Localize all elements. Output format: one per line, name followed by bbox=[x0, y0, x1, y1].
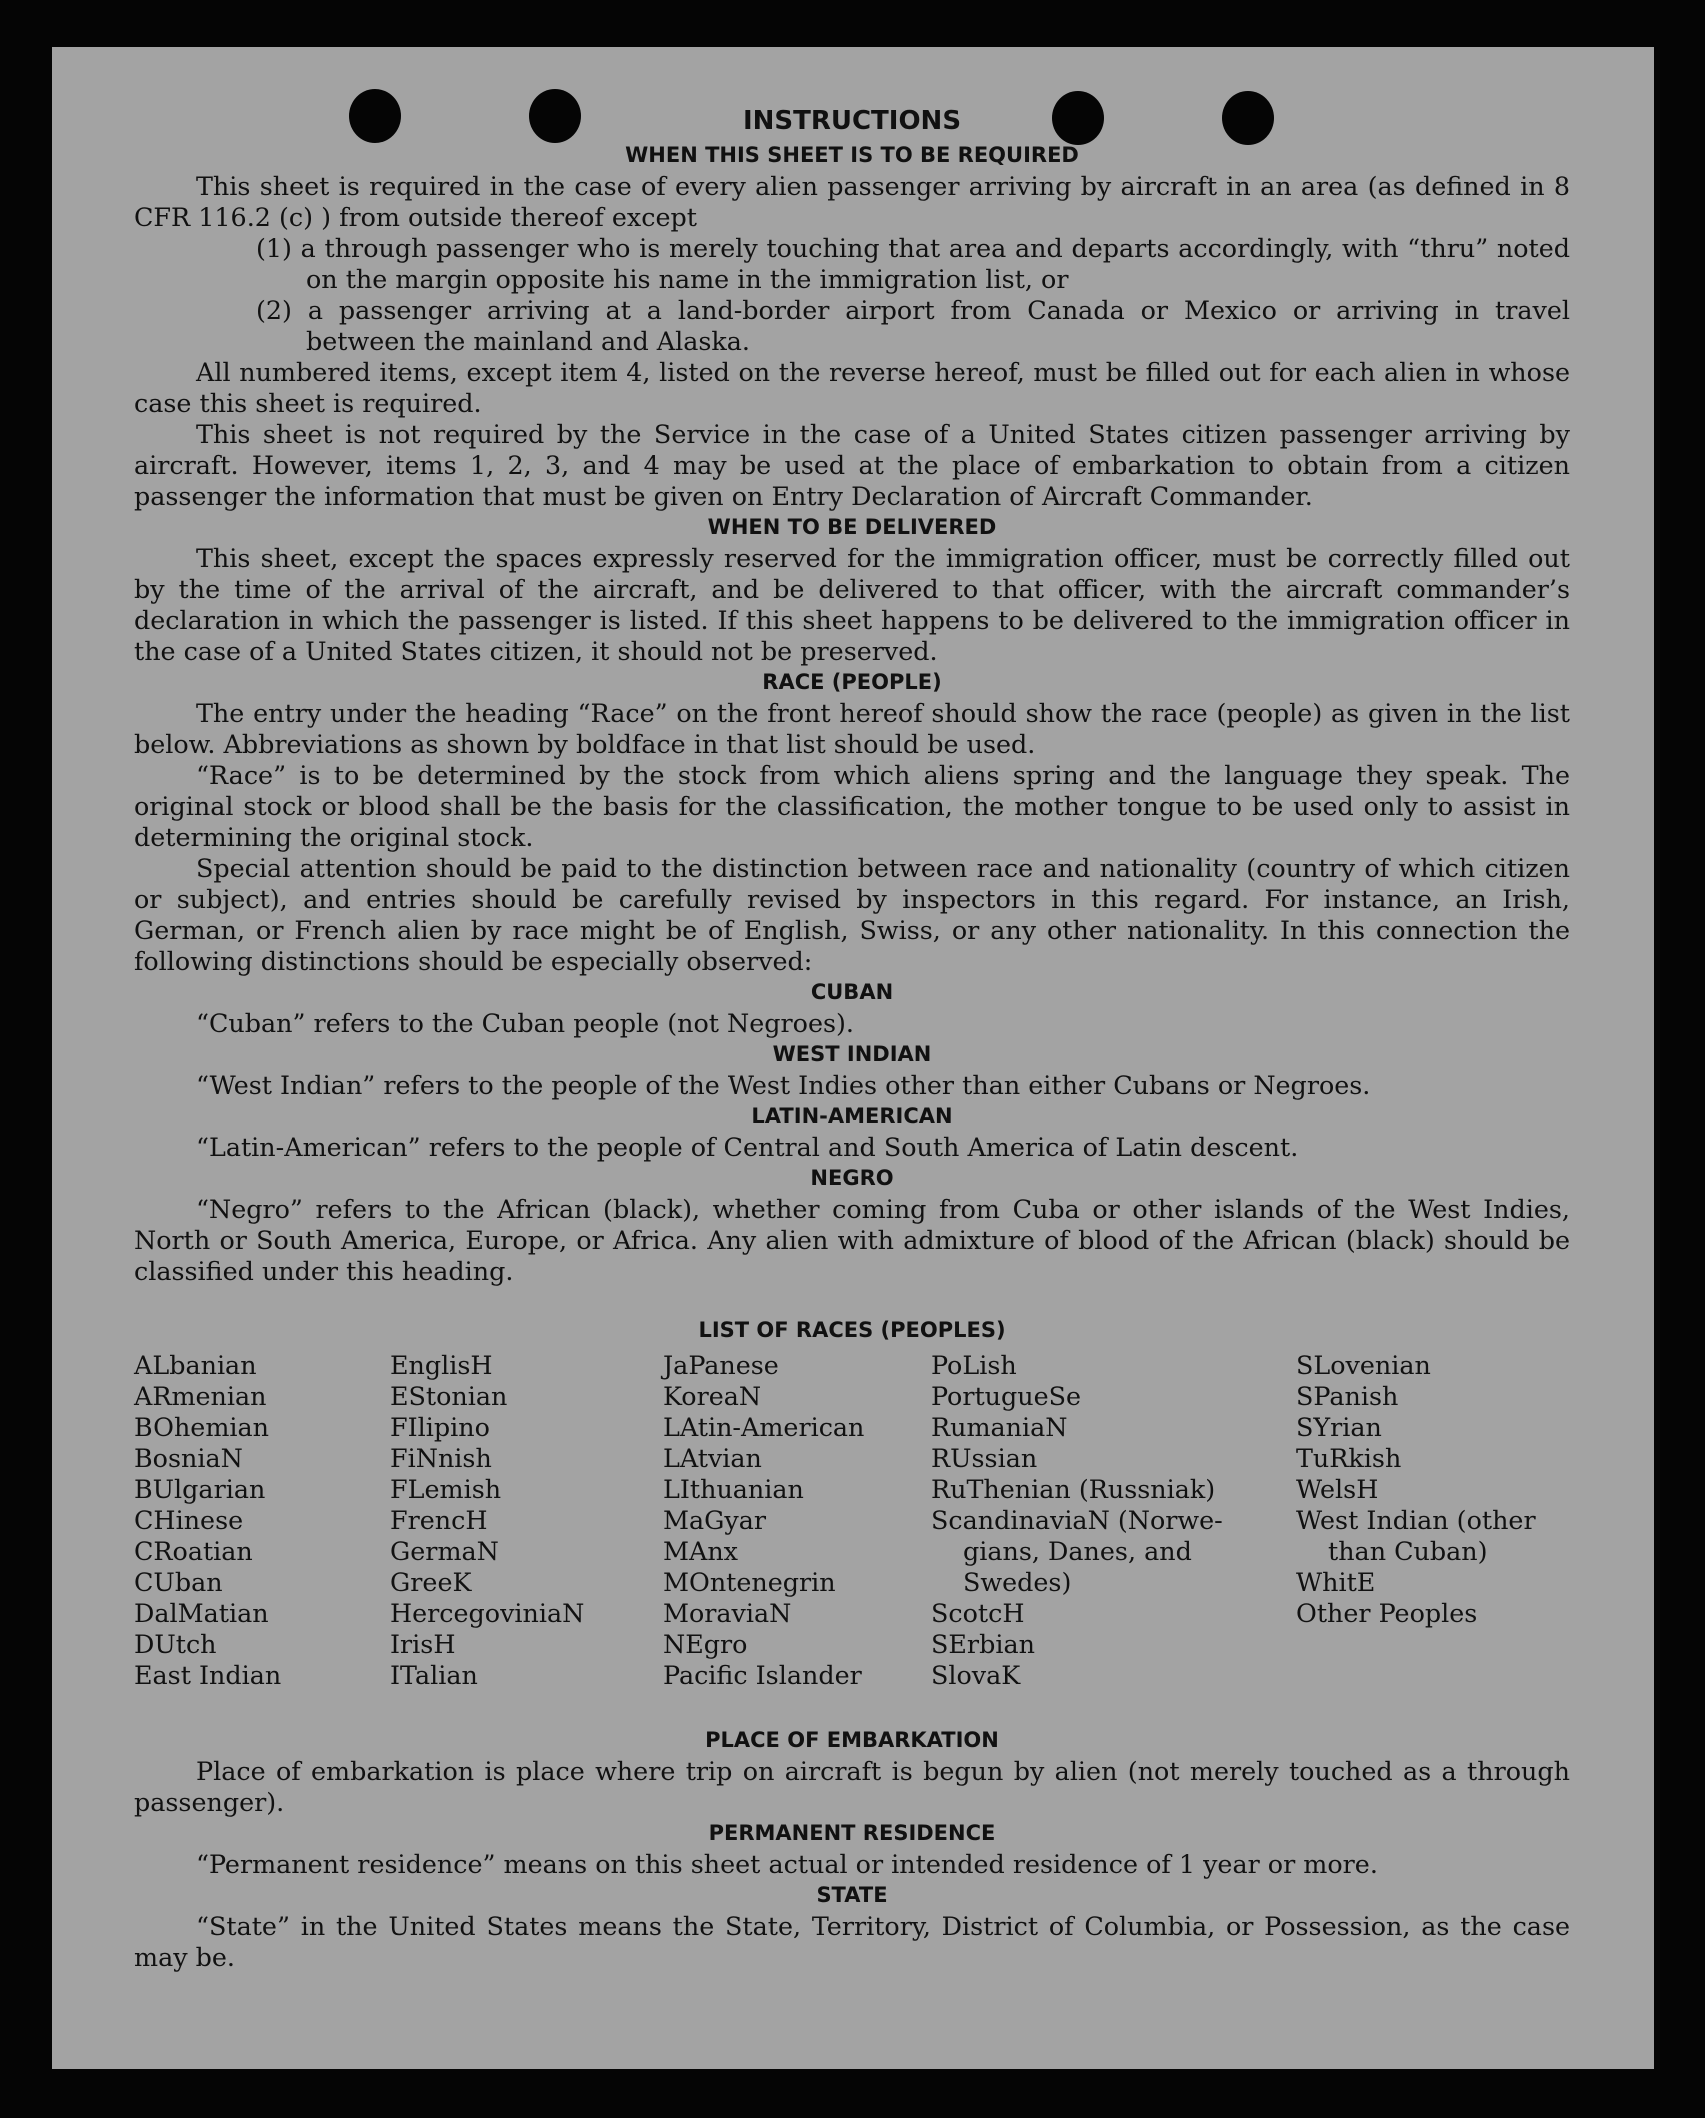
section-heading-list-of-races: LIST OF RACES (PEOPLES) bbox=[698, 1318, 1006, 1342]
race-entry: GermaN bbox=[390, 1536, 499, 1566]
race-entry: SErbian bbox=[931, 1629, 1035, 1659]
race-entry: LAtvian bbox=[663, 1443, 762, 1473]
race-entry: RUssian bbox=[931, 1443, 1038, 1473]
race-entry: DalMatian bbox=[134, 1598, 269, 1628]
race-entry: SlovaK bbox=[931, 1660, 1021, 1690]
races-list bbox=[134, 1350, 1570, 1725]
races-column bbox=[134, 1350, 281, 1691]
paragraph: “Race” is to be determined by the stock from which aliens spring and the language they speak. The original stock or blood shall be the basis for the classification, the mother tongue to be used only to assist in determining the original stock. bbox=[134, 760, 1570, 852]
race-entry: MAnx bbox=[663, 1536, 739, 1566]
document-body bbox=[134, 102, 1570, 1973]
list-item: (1) a through passenger who is merely touching that area and departs accordingly, with “thru” noted on the margin opposite his name in the immigration list, or bbox=[256, 233, 1570, 294]
race-entry: SYrian bbox=[1296, 1412, 1382, 1442]
race-entry: MOntenegrin bbox=[663, 1567, 836, 1597]
paragraph: “West Indian” refers to the people of the West Indies other than either Cubans or Negroes. bbox=[196, 1070, 1371, 1100]
section-heading-latin-american: LATIN-AMERICAN bbox=[751, 1104, 953, 1128]
paragraph: “Negro” refers to the African (black), whether coming from Cuba or other islands of the West Indies, North or South America, Europe, or Africa. Any alien with admixture of blood of the African (black) should be classified under this heading. bbox=[134, 1194, 1570, 1286]
document-sheet bbox=[52, 47, 1654, 2069]
race-entry: LAtin-American bbox=[663, 1412, 865, 1442]
race-entry: than Cuban) bbox=[1328, 1536, 1488, 1566]
paragraph: “State” in the United States means the State, Territory, District of Columbia, or Possession, as the case may be. bbox=[134, 1911, 1570, 1972]
race-entry: ALbanian bbox=[134, 1350, 257, 1380]
race-entry: ITalian bbox=[390, 1660, 478, 1690]
race-entry: MaGyar bbox=[663, 1505, 767, 1535]
race-entry: FLemish bbox=[390, 1474, 502, 1504]
race-entry: West Indian (other bbox=[1296, 1505, 1536, 1535]
paragraph: This sheet is not required by the Service in the case of a United States citizen passenger arriving by aircraft. However, items 1, 2, 3, and 4 may be used at the place of embarkation to obtain from a citizen passenger the information that must be given on Entry Declaration of Aircraft Commander. bbox=[134, 419, 1570, 511]
race-entry: FiNnish bbox=[390, 1443, 492, 1473]
races-column bbox=[931, 1350, 1223, 1691]
race-entry: HercegoviniaN bbox=[390, 1598, 585, 1628]
race-entry: LIthuanian bbox=[663, 1474, 804, 1504]
paragraph: This sheet is required in the case of every alien passenger arriving by aircraft in an area (as defined in 8 CFR 116.2 (c) ) from outside thereof except bbox=[134, 171, 1570, 232]
race-entry: GreeK bbox=[390, 1567, 472, 1597]
race-entry: IrisH bbox=[390, 1629, 456, 1659]
race-entry: WelsH bbox=[1296, 1474, 1379, 1504]
race-entry: KoreaN bbox=[663, 1381, 762, 1411]
race-entry: Swedes) bbox=[963, 1567, 1072, 1597]
race-entry: ScandinaviaN (Norwe- bbox=[931, 1505, 1223, 1535]
race-entry: ScotcH bbox=[931, 1598, 1025, 1628]
paragraph: This sheet, except the spaces expressly reserved for the immigration officer, must be correctly filled out by the time of the arrival of the aircraft, and be delivered to that officer, with the aircraft commander’s declaration in which the passenger is listed. If this sheet happens to be delivered to the immigration officer in the case of a United States citizen, it should not be preserved. bbox=[134, 543, 1570, 666]
section-heading-embarkation: PLACE OF EMBARKATION bbox=[705, 1728, 999, 1752]
race-entry: TuRkish bbox=[1296, 1443, 1402, 1473]
paragraph: All numbered items, except item 4, listed on the reverse hereof, must be filled out for each alien in whose case this sheet is required. bbox=[134, 357, 1570, 418]
race-entry: WhitE bbox=[1296, 1567, 1376, 1597]
race-entry: BosniaN bbox=[134, 1443, 243, 1473]
section-heading-cuban: CUBAN bbox=[810, 980, 894, 1004]
race-entry: SLovenian bbox=[1296, 1350, 1431, 1380]
section-heading-west-indian: WEST INDIAN bbox=[772, 1042, 932, 1066]
race-entry: ARmenian bbox=[134, 1381, 267, 1411]
races-column bbox=[663, 1350, 864, 1691]
section-heading-when-required: WHEN THIS SHEET IS TO BE REQUIRED bbox=[625, 143, 1079, 167]
race-entry: PortugueSe bbox=[931, 1381, 1082, 1411]
race-entry: EnglisH bbox=[390, 1350, 493, 1380]
section-heading-when-delivered: WHEN TO BE DELIVERED bbox=[707, 515, 997, 539]
race-entry: East Indian bbox=[134, 1660, 282, 1690]
section-heading-residence: PERMANENT RESIDENCE bbox=[708, 1821, 996, 1845]
paragraph: The entry under the heading “Race” on the front hereof should show the race (people) as given in the list below. Abbreviations as shown by boldface in that list should be used. bbox=[134, 698, 1570, 759]
section-heading-state: STATE bbox=[816, 1883, 888, 1907]
race-entry: SPanish bbox=[1296, 1381, 1399, 1411]
race-entry: Other Peoples bbox=[1296, 1598, 1478, 1628]
paragraph: “Permanent residence” means on this sheet actual or intended residence of 1 year or more. bbox=[196, 1849, 1378, 1879]
race-entry: NEgro bbox=[663, 1629, 748, 1659]
race-entry: EStonian bbox=[390, 1381, 508, 1411]
paragraph: “Latin-American” refers to the people of Central and South America of Latin descent. bbox=[196, 1132, 1299, 1162]
race-entry: Pacific Islander bbox=[663, 1660, 862, 1690]
race-entry: PoLish bbox=[931, 1350, 1017, 1380]
list-item: (2) a passenger arriving at a land-border airport from Canada or Mexico or arriving in travel between the mainland and Alaska. bbox=[256, 295, 1570, 356]
section-heading-race: RACE (PEOPLE) bbox=[762, 670, 942, 694]
page-title: INSTRUCTIONS bbox=[742, 106, 962, 136]
race-entry: BOhemian bbox=[134, 1412, 270, 1442]
race-entry: JaPanese bbox=[663, 1350, 779, 1380]
race-entry: RuThenian (Russniak) bbox=[931, 1474, 1216, 1504]
section-heading-negro: NEGRO bbox=[810, 1166, 894, 1190]
races-column bbox=[390, 1350, 584, 1691]
paragraph: Special attention should be paid to the distinction between race and nationality (country of which citizen or subject), and entries should be carefully revised by inspectors in this regard. For instance, an Irish, German, or French alien by race might be of English, Swiss, or any other nationality. In this connection the following distinctions should be especially observed: bbox=[134, 853, 1570, 976]
race-entry: DUtch bbox=[134, 1629, 217, 1659]
race-entry: CRoatian bbox=[134, 1536, 253, 1566]
race-entry: RumaniaN bbox=[931, 1412, 1068, 1442]
races-column bbox=[1296, 1350, 1536, 1629]
race-entry: gians, Danes, and bbox=[963, 1536, 1192, 1566]
race-entry: FIlipino bbox=[390, 1412, 490, 1442]
paragraph: Place of embarkation is place where trip on aircraft is begun by alien (not merely touched as a through passenger). bbox=[134, 1756, 1570, 1817]
race-entry: CUban bbox=[134, 1567, 223, 1597]
race-entry: FrencH bbox=[390, 1505, 488, 1535]
race-entry: CHinese bbox=[134, 1505, 244, 1535]
race-entry: MoraviaN bbox=[663, 1598, 792, 1628]
paragraph: “Cuban” refers to the Cuban people (not Negroes). bbox=[196, 1008, 854, 1038]
race-entry: BUlgarian bbox=[134, 1474, 266, 1504]
